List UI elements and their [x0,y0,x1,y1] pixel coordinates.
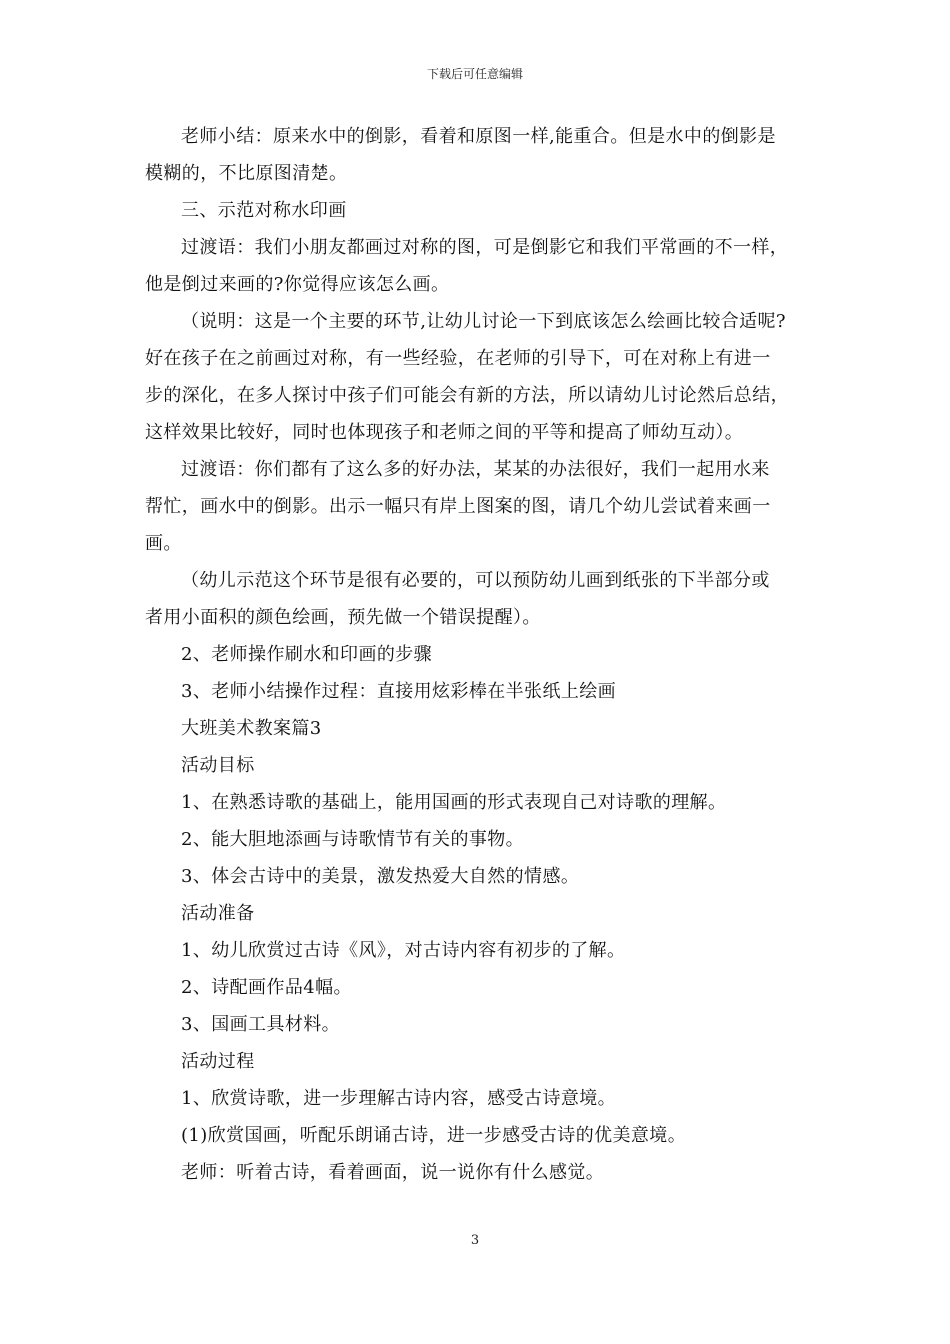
section-heading [145,192,809,229]
text-line: 画。 [145,533,182,554]
list-item [145,821,809,858]
text-line: 老师小结：原来水中的倒影，看着和原图一样,能重合。但是水中的倒影是 [181,126,776,147]
document-body [145,118,809,1191]
text-line: 活动过程 [181,1051,255,1072]
text-line: 好在孩子在之前画过对称，有一些经验，在老师的引导下，可在对称上有进一 [145,348,771,369]
paragraph [145,229,809,303]
section-heading [145,1043,809,1080]
list-item [145,969,809,1006]
paragraph [145,303,809,451]
text-line: 2、诗配画作品4幅。 [181,977,352,998]
text-line: 过渡语：你们都有了这么多的好办法，某某的办法很好，我们一起用水来 [181,459,770,480]
text-line: 老师：听着古诗，看着画面，说一说你有什么感觉。 [181,1162,605,1183]
text-line: 3、老师小结操作过程：直接用炫彩棒在半张纸上绘画 [181,681,617,702]
text-line: 1、欣赏诗歌，进一步理解古诗内容，感受古诗意境。 [181,1088,617,1109]
text-line: 帮忙，画水中的倒影。出示一幅只有岸上图案的图，请几个幼儿尝试着来画一 [145,496,771,517]
paragraph [145,562,809,636]
text-line: (1)欣赏国画，听配乐朗诵古诗，进一步感受古诗的优美意境。 [181,1125,687,1146]
paragraph [145,1154,809,1191]
text-line: 2、老师操作刷水和印画的步骤 [181,644,433,665]
text-line: 这样效果比较好，同时也体现孩子和老师之间的平等和提高了师幼互动）。 [145,422,744,443]
section-heading [145,747,809,784]
section-heading [145,895,809,932]
text-line: 2、能大胆地添画与诗歌情节有关的事物。 [181,829,525,850]
text-line: 者用小面积的颜色绘画，预先做一个错误提醒）。 [145,607,541,628]
text-line: 模糊的，不比原图清楚。 [145,163,348,184]
text-line: 步的深化，在多人探讨中孩子们可能会有新的方法，所以请幼儿讨论然后总结， [145,385,789,406]
list-item [145,1006,809,1043]
paragraph [145,451,809,562]
text-line: 1、在熟悉诗歌的基础上，能用国画的形式表现自己对诗歌的理解。 [181,792,727,813]
list-item [145,784,809,821]
text-line: 三、示范对称水印画 [181,200,347,221]
text-line: 3、国画工具材料。 [181,1014,341,1035]
text-line: 过渡语：我们小朋友都画过对称的图，可是倒影它和我们平常画的不一样， [181,237,789,258]
page-header: 下载后可任意编辑 [426,67,523,81]
list-item [145,858,809,895]
text-line: 活动准备 [181,903,255,924]
text-line: （幼儿示范这个环节是很有必要的，可以预防幼儿画到纸张的下半部分或 [181,570,770,591]
text-line: 大班美术教案篇3 [181,718,322,739]
text-line: 活动目标 [181,755,255,776]
section-heading [145,710,809,747]
text-line: 他是倒过来画的?你觉得应该怎么画。 [145,274,450,295]
list-item [145,932,809,969]
text-line: （说明：这是一个主要的环节,让幼儿讨论一下到底该怎么绘画比较合适呢? [181,311,786,332]
paragraph [145,118,809,192]
list-item [145,1080,809,1117]
list-item [145,673,809,710]
list-item [145,1117,809,1154]
page-number: 3 [470,1233,480,1248]
list-item [145,636,809,673]
text-line: 1、幼儿欣赏过古诗《风》，对古诗内容有初步的了解。 [181,940,626,961]
text-line: 3、体会古诗中的美景，激发热爱大自然的情感。 [181,866,580,887]
